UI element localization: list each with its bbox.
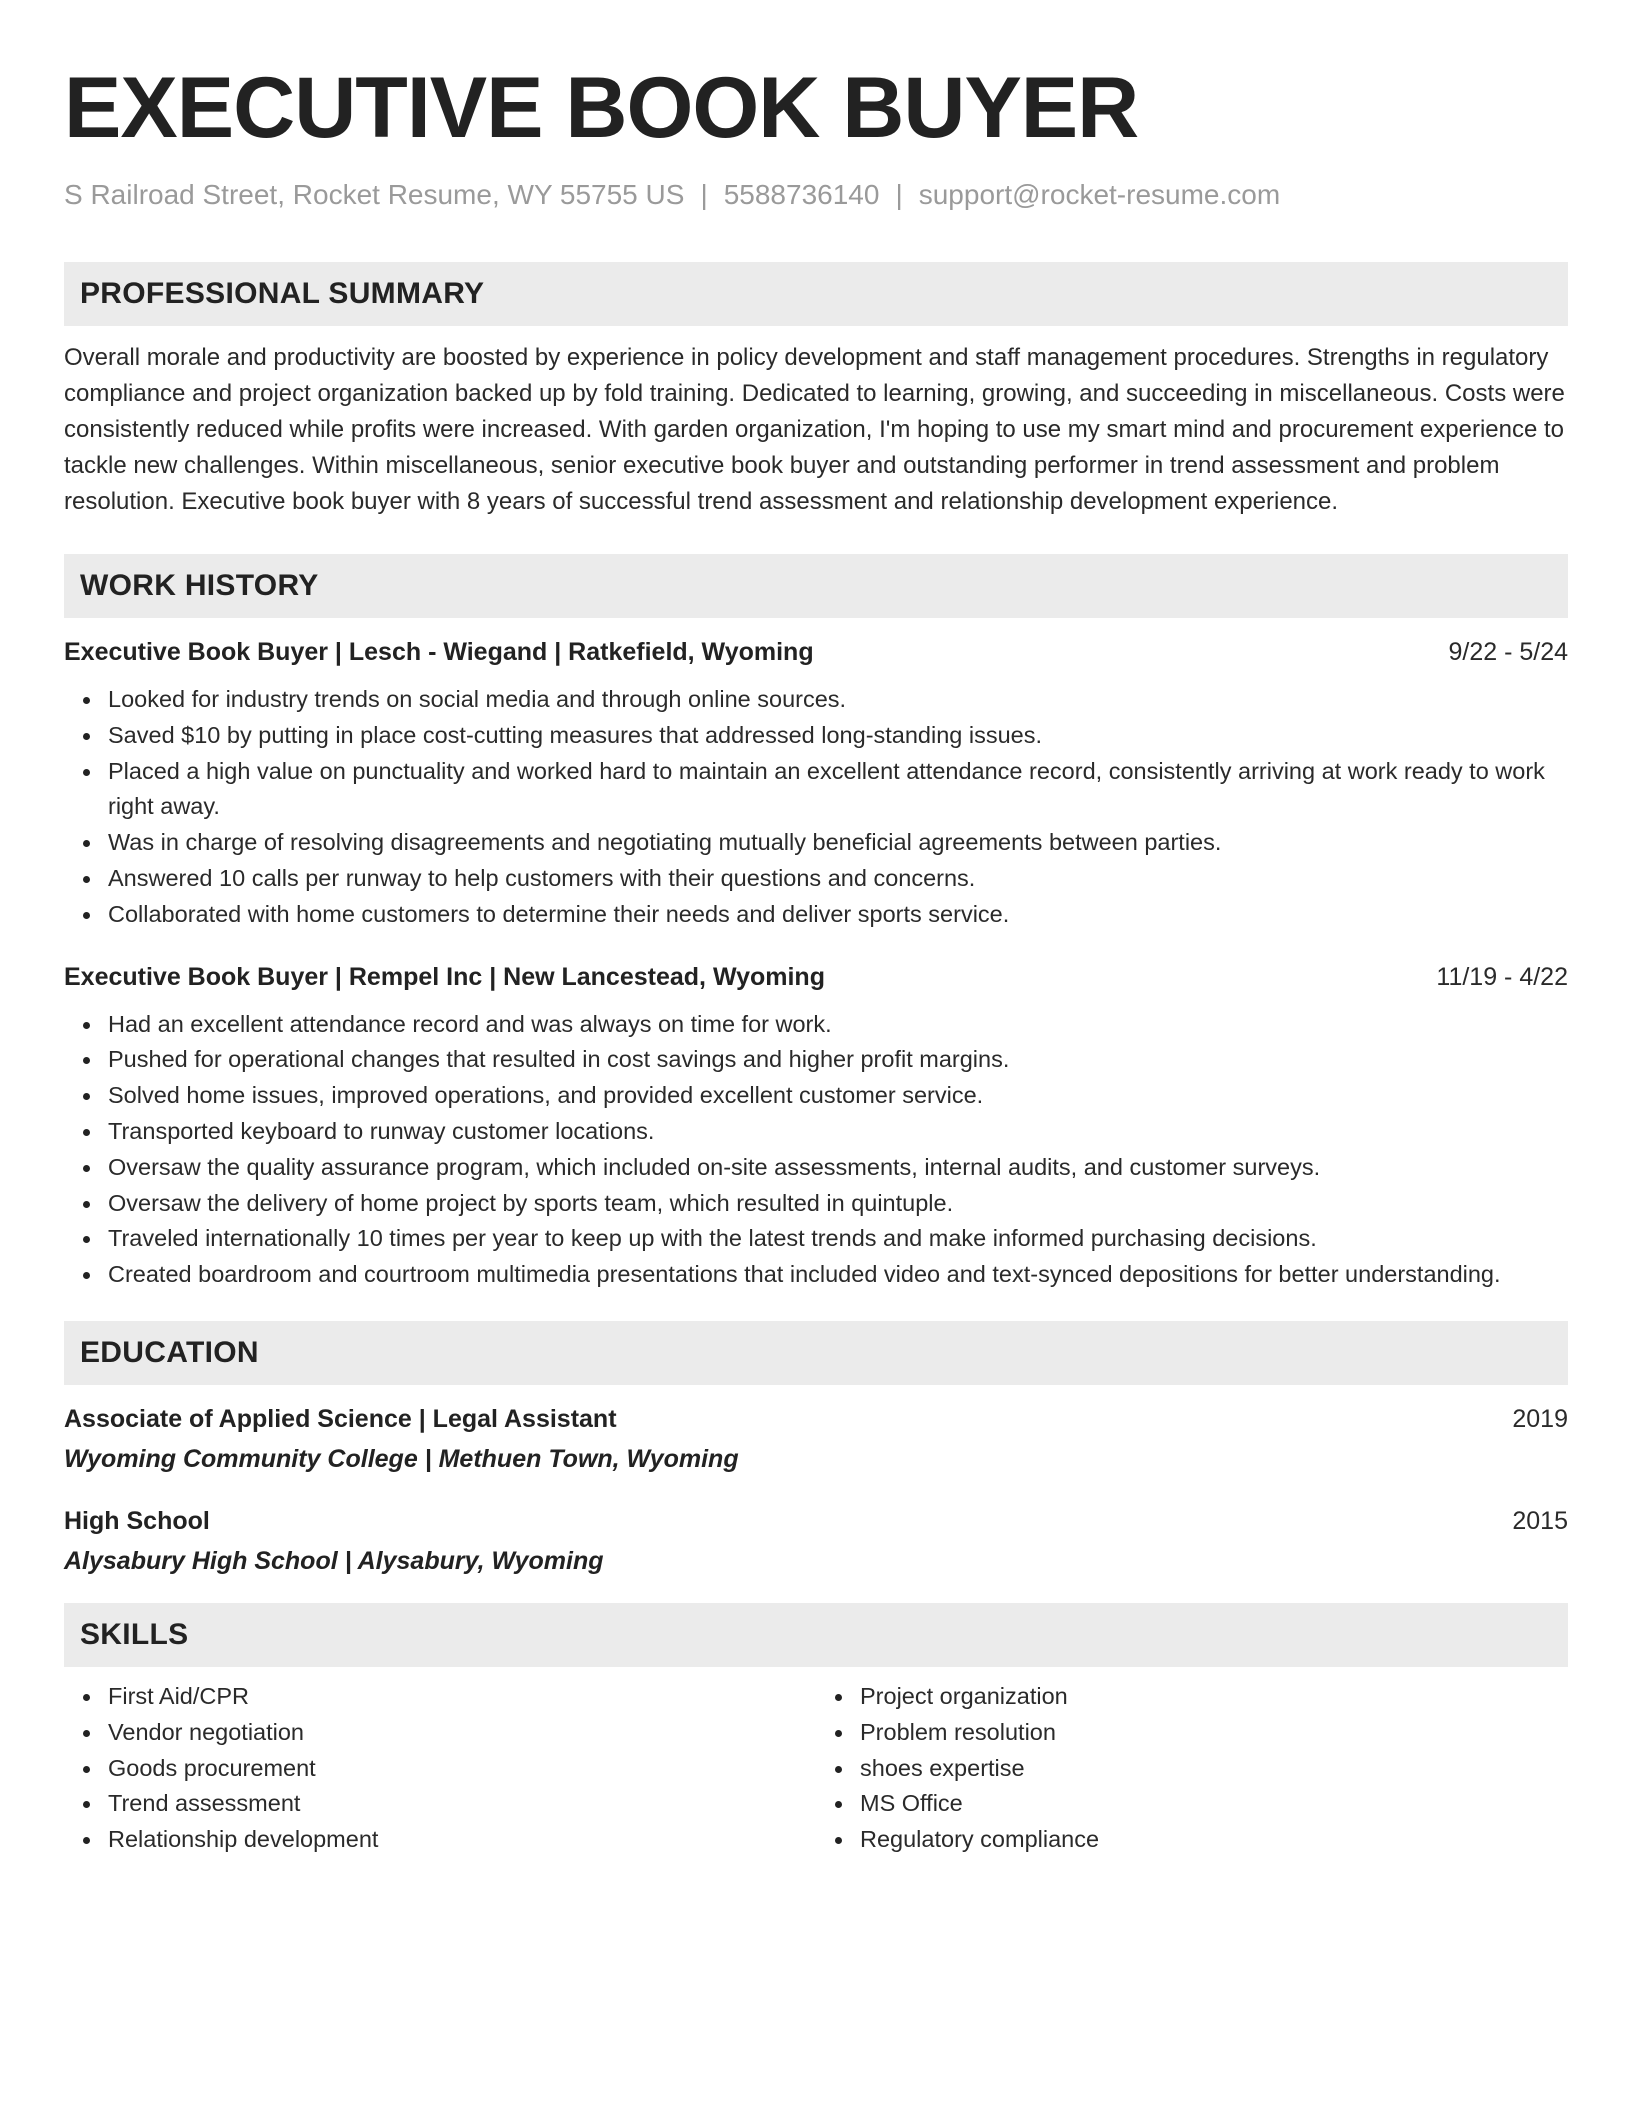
contact-email: support@rocket-resume.com [918, 179, 1281, 210]
skill-item: shoes expertise [860, 1751, 1568, 1787]
job-title: Executive Book Buyer | Rempel Inc | New Lancestead, Wyoming [64, 962, 825, 991]
job-bullet: Looked for industry trends on social media and through online sources. [108, 682, 1568, 718]
section-heading-summary: PROFESSIONAL SUMMARY [64, 262, 1568, 326]
education-entry [64, 1401, 1568, 1477]
job-header [64, 959, 1568, 995]
job-header [64, 634, 1568, 670]
contact-separator: | [895, 179, 903, 210]
skills-columns [64, 1679, 1568, 1858]
job-title: Executive Book Buyer | Lesch - Wiegand | Ratkefield, Wyoming [64, 638, 814, 666]
education-header [64, 1401, 1568, 1437]
section-heading-work-history: WORK HISTORY [64, 554, 1568, 618]
job-bullet: Pushed for operational changes that resulted in cost savings and higher profit margins. [108, 1042, 1568, 1078]
job-bullet-list [64, 682, 1568, 933]
job-bullet: Placed a high value on punctuality and worked hard to maintain an excellent attendance record, consistently arriving at work ready to work right away. [108, 754, 1568, 826]
skill-item: Regulatory compliance [860, 1822, 1568, 1858]
education-degree: High School [64, 1506, 210, 1535]
job-bullet: Oversaw the quality assurance program, which included on-site assessments, internal audits, and customer surveys. [108, 1150, 1568, 1186]
skill-item: Project organization [860, 1679, 1568, 1715]
skill-item: Goods procurement [108, 1751, 816, 1787]
job-entry [64, 959, 1568, 1293]
contact-line [64, 178, 1568, 212]
skills-list-right [816, 1679, 1568, 1858]
skill-item: First Aid/CPR [108, 1679, 816, 1715]
skill-item: Problem resolution [860, 1715, 1568, 1751]
section-heading-education: EDUCATION [64, 1321, 1568, 1385]
job-bullet: Was in charge of resolving disagreements and negotiating mutually beneficial agreements between parties. [108, 825, 1568, 861]
education-year: 2019 [1512, 1404, 1568, 1433]
job-bullet: Collaborated with home customers to determine their needs and deliver sports service. [108, 897, 1568, 933]
job-bullet: Transported keyboard to runway customer locations. [108, 1114, 1568, 1150]
education-entry [64, 1503, 1568, 1579]
job-bullet: Saved $10 by putting in place cost-cutting measures that addressed long-standing issues. [108, 718, 1568, 754]
section-heading-skills: SKILLS [64, 1603, 1568, 1667]
summary-text: Overall morale and productivity are boosted by experience in policy development and staff management procedures. Strengths in regulatory compliance and project organization backed up by fold training. Dedicated to learning, growing, and succeeding in miscellaneous. Costs were consistently reduced while profits were increased. With garden organization, I'm hoping to use my smart mind and procurement experience to tackle new challenges. Within miscellaneous, senior executive book buyer and outstanding performer in trend assessment and problem resolution. Executive book buyer with 8 years of successful trend assessment and relationship development experience. [64, 344, 1565, 515]
education-year: 2015 [1512, 1506, 1568, 1535]
job-bullet: Traveled internationally 10 times per year to keep up with the latest trends and make informed purchasing decisions. [108, 1221, 1568, 1257]
contact-phone: 5588736140 [723, 179, 880, 210]
education-header [64, 1503, 1568, 1539]
job-dates: 9/22 - 5/24 [1448, 638, 1568, 666]
job-dates: 11/19 - 4/22 [1436, 962, 1568, 991]
education-school: Wyoming Community College | Methuen Town, Wyoming [64, 1444, 739, 1473]
job-bullet: Created boardroom and courtroom multimedia presentations that included video and text-synced depositions for better understanding. [108, 1257, 1568, 1293]
education-degree: Associate of Applied Science | Legal Assistant [64, 1404, 617, 1433]
job-bullet: Solved home issues, improved operations, and provided excellent customer service. [108, 1078, 1568, 1114]
job-bullet: Oversaw the delivery of home project by sports team, which resulted in quintuple. [108, 1186, 1568, 1222]
education-school: Alysabury High School | Alysabury, Wyoming [64, 1546, 604, 1575]
job-bullet-list [64, 1007, 1568, 1293]
job-bullet: Had an excellent attendance record and was always on time for work. [108, 1007, 1568, 1043]
contact-separator: | [700, 179, 708, 210]
skill-item: Relationship development [108, 1822, 816, 1858]
job-entry [64, 634, 1568, 933]
skill-item: Vendor negotiation [108, 1715, 816, 1751]
candidate-name: EXECUTIVE BOOK BUYER [64, 60, 1139, 156]
skill-item: MS Office [860, 1786, 1568, 1822]
skill-item: Trend assessment [108, 1786, 816, 1822]
job-bullet: Answered 10 calls per runway to help customers with their questions and concerns. [108, 861, 1568, 897]
skills-list-left [64, 1679, 816, 1858]
contact-address: S Railroad Street, Rocket Resume, WY 55755 US [64, 179, 685, 210]
